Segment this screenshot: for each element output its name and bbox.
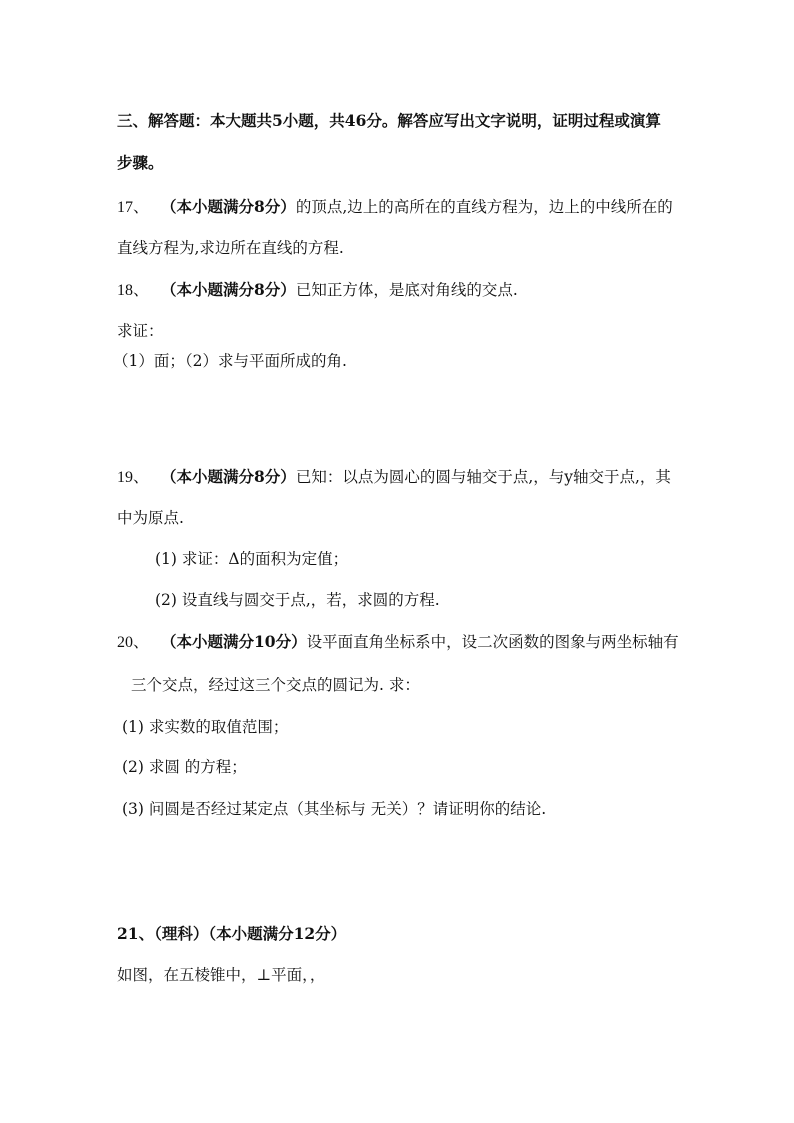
question-19-part2: (2) 设直线与圆交于点,，若，求圆的方程. bbox=[155, 591, 440, 609]
question-17-number: 17、 bbox=[117, 199, 150, 216]
section-heading-line2: 步骤。 bbox=[117, 153, 164, 172]
question-18-line1 bbox=[117, 279, 518, 302]
question-18-line2: 求证： bbox=[117, 322, 164, 340]
question-17-line1 bbox=[117, 196, 673, 219]
question-21-heading: 21、（理科）（本小题满分12分） bbox=[117, 924, 347, 943]
question-20-points: （本小题满分10分） bbox=[161, 632, 307, 651]
question-17-line2: 直线方程为,求边所在直线的方程. bbox=[117, 239, 344, 257]
question-19-text-1: 已知：以点为圆心的圆与轴交于点,，与y轴交于点,，其 bbox=[295, 468, 671, 486]
question-19-line1 bbox=[117, 466, 671, 489]
question-20-line1 bbox=[117, 631, 679, 654]
question-18-line3: （1）面；（2）求与平面所成的角. bbox=[113, 352, 347, 370]
question-20-part1: (1) 求实数的取值范围； bbox=[122, 718, 289, 736]
question-19-part1: (1) 求证：Δ的面积为定值； bbox=[155, 550, 349, 568]
question-19-points: （本小题满分8分） bbox=[161, 467, 296, 486]
question-20-text-1: 设平面直角坐标系中，设二次函数的图象与两坐标轴有 bbox=[306, 633, 679, 651]
question-20-part3: (3) 问圆是否经过某定点（其坐标与 无关）？请证明你的结论. bbox=[122, 800, 547, 818]
question-19-number: 19、 bbox=[117, 469, 150, 486]
question-19-line2: 中为原点. bbox=[117, 509, 184, 527]
question-18-points: （本小题满分8分） bbox=[161, 280, 296, 299]
question-17-points: （本小题满分8分） bbox=[161, 197, 296, 216]
section-heading-line1: 三、解答题：本大题共5小题，共46分。解答应写出文字说明，证明过程或演算 bbox=[117, 111, 661, 130]
question-18-text-1: 已知正方体，是底对角线的交点. bbox=[295, 281, 518, 299]
question-20-number: 20、 bbox=[117, 634, 150, 651]
question-20-part2: (2) 求圆 的方程； bbox=[122, 758, 247, 776]
question-20-line2: 三个交点，经过这三个交点的圆记为. 求： bbox=[131, 676, 420, 694]
question-21-line1: 如图，在五棱锥中，⊥平面，， bbox=[117, 966, 326, 984]
question-18-number: 18、 bbox=[117, 282, 150, 299]
question-17-text-1: 的顶点,边上的高所在的直线方程为，边上的中线所在的 bbox=[295, 198, 673, 216]
